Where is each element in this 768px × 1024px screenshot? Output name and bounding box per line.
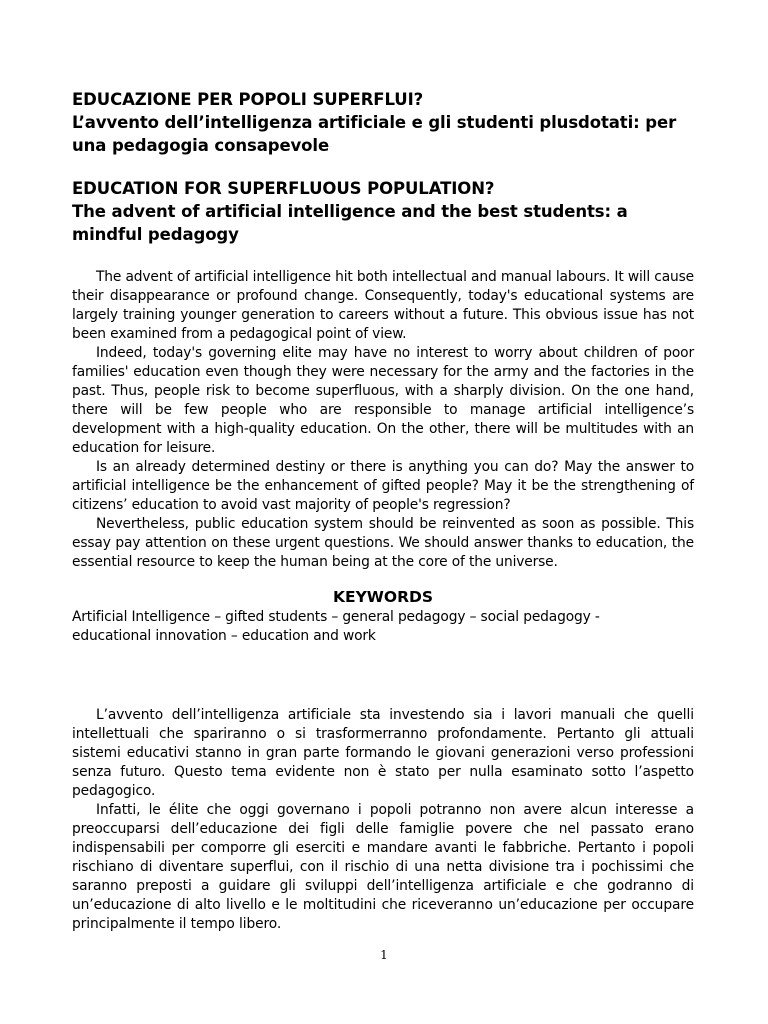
page-number: 1 xyxy=(380,948,388,962)
body-paragraph: Infatti, le élite che oggi governano i popoli potranno non avere alcun interesse a preoccuparsi dell’educazione dei figli delle famiglie povere che nel passato erano indispensabili per comporre gli eserciti e mandare avanti le fabbriche. Pertanto i popoli rischiano di diventare superflui, con il rischio di una netta divisione tra i pochissimi che saranno preposti a guidare gli sviluppi dell’intelligenza artificiale e che godranno di un’educazione di alto livello e le moltitudini che riceveranno un’educazione per occupare principalmente il tempo libero. xyxy=(72,802,694,932)
english-title-line1: EDUCATION FOR SUPERFLUOUS POPULATION? xyxy=(72,179,495,198)
keywords-line: educational innovation – education and work xyxy=(72,628,376,644)
abstract-paragraph: The advent of artificial intelligence hit both intellectual and manual labours. It will cause their disappearance or profound change. Consequently, today's educational systems are largely training younger generation to careers without a future. This obvious issue has not been examined from a pedagogical point of view. xyxy=(72,269,694,342)
italian-title-line1: EDUCAZIONE PER POPOLI SUPERFLUI? xyxy=(72,90,424,109)
keywords-heading: KEYWORDS xyxy=(332,588,434,606)
english-abstract xyxy=(72,268,694,572)
body-paragraph: L’avvento dell’intelligenza artificiale sta investendo sia i lavori manuali che quelli intellettuali che spariranno o si trasformerranno profondamente. Pertanto gli attuali sistemi educativi stanno in gran parte formando le giovani generazioni verso professioni senza futuro. Questo tema evidente non è stato per nulla esaminato sotto l’aspetto pedagogico. xyxy=(72,707,694,799)
abstract-paragraph: Indeed, today's governing elite may have no interest to worry about children of poor families' education even though they were necessary for the army and the factories in the past. Thus, people risk to become superfluous, with a sharply division. On the one hand, there will be few people who are responsible to manage artificial intelligence’s development with a high-quality education. On the other, there will be multitudes with an education for leisure. xyxy=(72,345,694,456)
page-content xyxy=(72,88,694,934)
keywords-line: Artificial Intelligence – gifted students – general pedagogy – social pedagogy - xyxy=(72,609,600,625)
italian-subtitle: L’avvento dell’intelligenza artificiale e gli studenti plusdotati: per una pedagogia consapevole xyxy=(72,113,677,155)
english-subtitle: The advent of artificial intelligence and the best students: a mindful pedagogy xyxy=(72,202,628,244)
italian-body xyxy=(72,706,694,934)
abstract-paragraph: Nevertheless, public education system should be reinvented as soon as possible. This essay pay attention on these urgent questions. We should answer thanks to education, the essential resource to keep the human being at the core of the universe. xyxy=(72,516,694,570)
abstract-paragraph: Is an already determined destiny or there is anything you can do? May the answer to artificial intelligence be the enhancement of gifted people? May it be the strengthening of citizens’ education to avoid vast majority of people's regression? xyxy=(72,459,694,513)
